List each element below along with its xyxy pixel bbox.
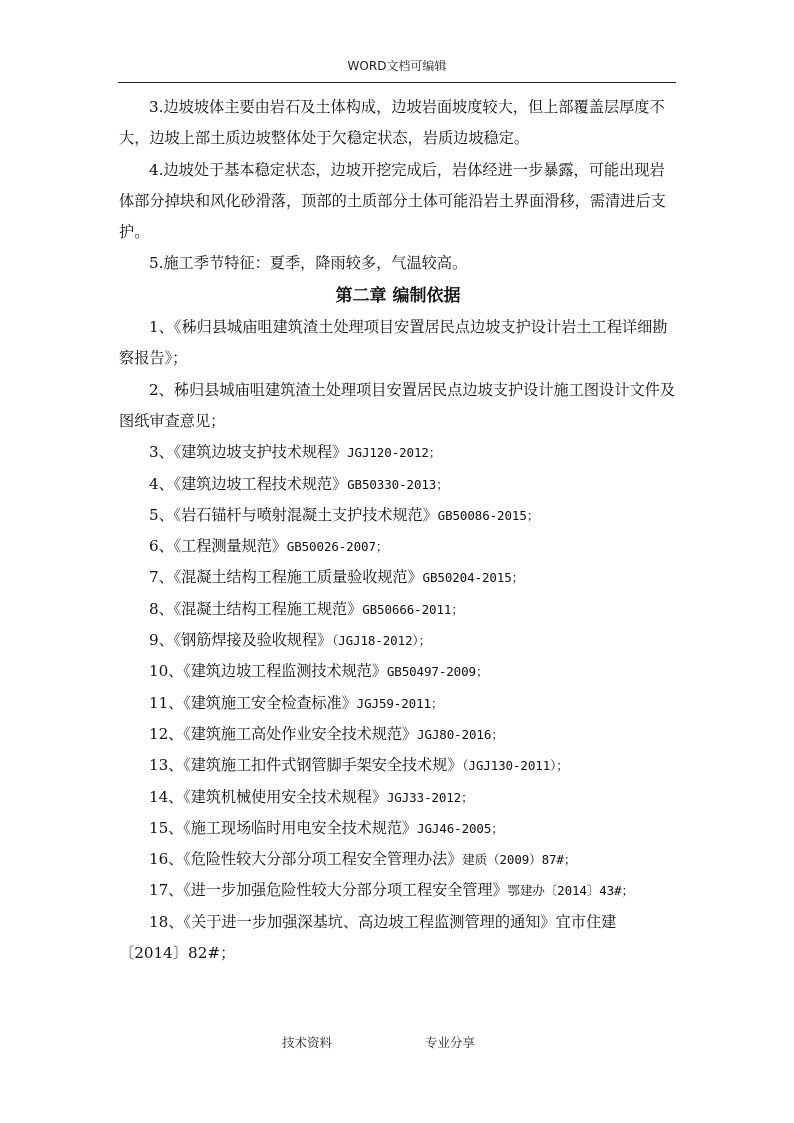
document-body: [119, 92, 677, 969]
basis-item: [119, 688, 677, 719]
basis-item-code: JGJ46-2005；: [417, 820, 504, 836]
basis-item: [119, 719, 677, 750]
basis-item-code: JGJ59-2011；: [356, 695, 444, 711]
basis-item-code: JGJ33-2012；: [386, 789, 474, 805]
basis-item-title: 3、《建筑边坡支护技术规程》: [149, 443, 348, 462]
basis-item: [119, 750, 677, 781]
basis-item-title: 5、《岩石锚杆与喷射混凝土支护技术规范》: [149, 505, 438, 524]
basis-item: [119, 562, 677, 593]
page-header: WORD文档可编辑: [347, 59, 447, 73]
paragraph-4: 4.边坡处于基本稳定状态，边坡开挖完成后，岩体经进一步暴露，可能出现岩体部分掉块和风化砂滑落，顶部的土质部分土体可能沿岩土界面滑移，需清进后支护。: [119, 160, 666, 242]
basis-item: [119, 844, 677, 875]
basis-item-title: 12、《建筑施工高处作业安全技术规范》: [149, 724, 418, 743]
basis-item: [119, 437, 677, 468]
basis-item-title: 6、《工程测量规范》: [149, 537, 287, 556]
basis-item-code: 建质（2009）87#；: [462, 852, 577, 868]
basis-item-title: 17、《进一步加强危险性较大分部分项工程安全管理》: [149, 881, 508, 900]
footer-left-text: 技术资料: [282, 1035, 333, 1050]
basis-item-title: 4、《建筑边坡工程技术规范》: [149, 474, 348, 493]
footer-right-text: 专业分享: [425, 1035, 476, 1050]
basis-item-title: 15、《施工现场临时用电安全技术规范》: [149, 818, 418, 837]
basis-item-title: 16、《危险性较大分部分项工程安全管理办法》: [149, 850, 463, 869]
basis-item-code: GB50330-2013；: [347, 476, 449, 492]
paragraph-5: 5.施工季节特征：夏季，降雨较多，气温较高。: [149, 254, 468, 273]
basis-item-title: 14、《建筑机械使用安全技术规程》: [149, 787, 387, 806]
basis-item: [119, 625, 677, 656]
basis-item-code: 鄂建办〔2014〕43#；: [507, 883, 634, 899]
basis-item: 1、《秭归县城庙咀建筑渣土处理项目安置居民点边坡支护设计岩土工程详细勘察报告》；: [119, 318, 668, 368]
basis-item: [119, 500, 677, 531]
basis-item: [119, 531, 677, 562]
basis-item-title: 8、《混凝土结构工程施工规范》: [149, 599, 363, 618]
paragraph-3: 3.边坡坡体主要由岩石及土体构成，边坡岩面坡度较大，但上部覆盖层厚度不大，边坡上部土质边坡整体处于欠稳定状态，岩质边坡稳定。: [119, 98, 665, 148]
basis-item-code: JGJ120-2012；: [347, 445, 442, 461]
basis-item: [119, 875, 677, 906]
basis-item: [119, 813, 677, 844]
basis-item-title: 9、《钢筋焊接及验收规程》: [149, 631, 333, 650]
basis-item-code: （JGJ130-2011）；: [462, 758, 569, 774]
basis-item: [119, 469, 677, 500]
basis-item-title: 10、《建筑边坡工程监测技术规范》: [149, 662, 387, 681]
basis-item-code: GB50086-2015；: [437, 507, 540, 523]
basis-item-code: （JGJ18-2012）；: [332, 633, 431, 649]
basis-item-code: GB50204-2015；: [422, 570, 525, 586]
basis-item-title: 7、《混凝土结构工程施工质量验收规范》: [149, 568, 423, 587]
basis-item: [119, 656, 677, 687]
basis-item: [119, 594, 677, 625]
basis-item-code: GB50026-2007；: [286, 539, 389, 555]
basis-item: 18、《关于进一步加强深基坑、高边坡工程监测管理的通知》宜市住建〔2014〕82#；: [119, 912, 617, 963]
basis-item-title: 13、《建筑施工扣件式钢管脚手架安全技术规》: [149, 756, 463, 775]
basis-item-code: JGJ80-2016；: [417, 726, 504, 742]
basis-item: 2、秭归县城庙咀建筑渣土处理项目安置居民点边坡支护设计施工图设计文件及图纸审查意见；: [119, 380, 676, 430]
basis-item: [119, 782, 677, 813]
basis-item-code: GB50497-2009；: [386, 664, 489, 680]
header-rule: [118, 82, 676, 83]
basis-item-code: GB50666-2011；: [362, 601, 464, 617]
chapter-title: 第二章 编制依据: [335, 285, 461, 306]
basis-item-title: 11、《建筑施工安全检查标准》: [149, 693, 357, 712]
